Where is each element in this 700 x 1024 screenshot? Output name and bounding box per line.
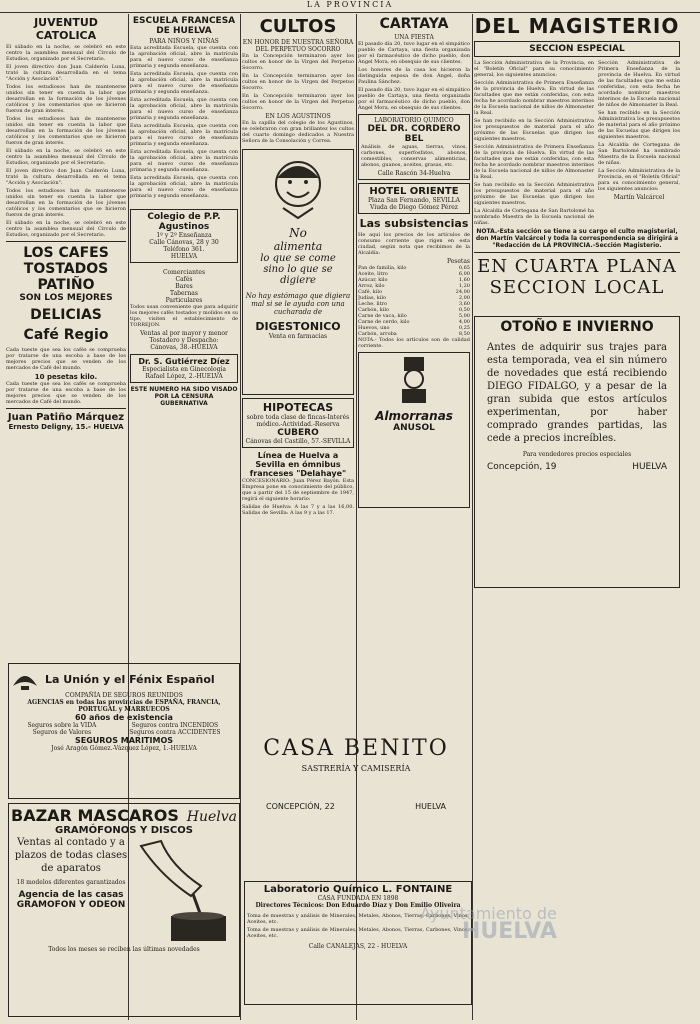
article-paragraph: Todos los estudiosos han de mantenerse unidos sin tener en cuenta la labor que desarrollan en la formación de los jóvenes católicos y los comentarios que se hicieron fueron de gran interés. bbox=[6, 84, 126, 114]
union-left: Seguros sobre la VIDA Seguros de Valores bbox=[27, 722, 97, 736]
ad-line: No bbox=[289, 226, 307, 240]
price-item-value: 1,20 bbox=[458, 283, 470, 289]
laboratorio-address: Calle Rascón 34-Huelva bbox=[377, 170, 451, 177]
almorranas-ad bbox=[358, 352, 470, 508]
patino-price: 10 pesetas kilo. bbox=[34, 373, 98, 381]
patino-text: Cada tueste que sea los cafés se comprueba por tratarse de una escoba a base de los mejores precios que se venden de los mercados de Café del mundo. bbox=[6, 347, 126, 371]
otono-footer: Para vendedores precios especiales bbox=[522, 451, 632, 458]
escuela-title: ESCUELA FRANCESA DE HUELVA bbox=[132, 16, 236, 36]
price-item-name: Arroz, kilo bbox=[358, 283, 385, 289]
doctor-specialty: Especialista en Ginecología bbox=[142, 366, 226, 373]
hotel-ad bbox=[358, 183, 470, 214]
magisterio-columns bbox=[474, 60, 680, 228]
price-item-name: Leche, litro bbox=[358, 301, 388, 307]
article-paragraph: El joven directivo don Juan Calderón Luna, trató la cultura desarrollada en el tema "Acción y Asociación". bbox=[6, 64, 126, 82]
otono-address: Concepción, 19 bbox=[487, 462, 557, 472]
hotel-address: Plaza San Fernando, SEVILLA bbox=[368, 197, 460, 204]
cubero-name: CUBERO bbox=[277, 428, 319, 438]
juan-patino: Juan Patiño Márquez bbox=[7, 412, 125, 423]
column-1 bbox=[6, 14, 126, 654]
divider bbox=[6, 241, 126, 242]
article-paragraph: El sábado en la noche, se celebró en este centro la asamblea mensual del Círculo de Estudios, organizado por el Secretario. bbox=[6, 220, 126, 238]
bazar-modelos: 18 modelos diferentes garantizados bbox=[16, 879, 126, 886]
fontaine-title: Laboratorio Químico L. FONTAINE bbox=[263, 884, 453, 895]
digestonico-footer: Venta en farmacias bbox=[268, 333, 328, 340]
article-paragraph: La Alcaldía de Cortegana de San Bartolomé ha nombrado Maestra de la Escuela nacional de niñas. bbox=[598, 142, 680, 166]
casa-title: CASA BENITO bbox=[263, 736, 449, 761]
fontaine-text: Toma de muestras y análisis de Minerales, Metales, Abonos, Tierras, Carbones, Vinos, Aceites, etc. bbox=[247, 913, 469, 925]
hotel-title: HOTEL ORIENTE bbox=[369, 186, 459, 197]
subsistencias-title: Las subsistencias bbox=[359, 217, 469, 230]
union-title: La Unión y el Fénix Español bbox=[45, 672, 215, 686]
article-paragraph: Se han recibido en la Sección Administrativa los presupuestos de material para el año próximo de las Escuelas que dirigen los siguientes maestros. bbox=[474, 182, 594, 206]
divider bbox=[474, 252, 680, 253]
otono-title: OTOÑO E INVIERNO bbox=[500, 319, 654, 335]
article-paragraph: El pasado día 20, tuvo lugar en el simpático pueblo de Cartaya, una fiesta organizada por el farmacéutico de dicho pueblo, don Ángel Mora, en obsequio de sus clientes. bbox=[358, 41, 470, 65]
union-subtitle: COMPAÑÍA DE SEGUROS REUNIDOS bbox=[65, 692, 183, 699]
union-years: 60 años de existencia bbox=[75, 713, 173, 722]
almorranas-title: Almorranas bbox=[375, 409, 453, 423]
cartaya-subtitle: UNA FIESTA bbox=[394, 34, 434, 41]
union-fenix-ad bbox=[8, 663, 240, 799]
hipotecas-subtitle: sobre toda clase de fincas-Interés módico.-Actividad.-Reserva bbox=[246, 414, 350, 428]
delicias-label: DELICIAS bbox=[30, 307, 102, 323]
price-item-name: Aceite, litro bbox=[358, 271, 388, 277]
prices-table bbox=[358, 265, 470, 337]
linea-title: Línea de Huelva a Sevilla en ómnibus franceses "Delahaye" bbox=[249, 451, 347, 478]
bazar-footer: Todos los meses se reciben las últimas novedades bbox=[48, 946, 200, 953]
watermark-line: HUELVA bbox=[462, 919, 557, 944]
article-paragraph: Esta acreditada Escuela, que cuenta con la aprobación oficial, abre la matrícula para el nuevo curso de enseñanza primaria y segunda enseñanza. bbox=[130, 97, 238, 121]
article-paragraph: En la Concepción terminaron ayer los cultos en honor de la Virgen del Perpetuo Socorro. bbox=[242, 53, 354, 71]
bazar-ventas: Ventas al contado y a plazos de todas clases de aparatos bbox=[14, 837, 128, 874]
article-paragraph: Esta acreditada Escuela, que cuenta con la aprobación oficial, abre la matrícula para el nuevo curso de enseñanza primaria y segunda enseñanza. bbox=[130, 45, 238, 69]
article-paragraph: El sábado en la noche, se celebró en este centro la asamblea mensual del Círculo de Estudios, organizado por el Secretario. bbox=[6, 44, 126, 62]
otono-ad bbox=[474, 316, 680, 588]
cartaya-title: CARTAYA bbox=[379, 16, 449, 32]
price-item-value: 4,00 bbox=[458, 319, 470, 325]
magisterio-note: NOTA.-Esta sección se tiene a su cargo el culto magisterial, don Martín Valcárcel y toda la correspondencia se dirigirá a "Redacción de LA PROVINCIA.-Sección Magisterio. bbox=[475, 228, 679, 249]
column-4 bbox=[358, 14, 470, 704]
subsistencias-note: NOTA.- Todos los artículos son de calidad corriente. bbox=[358, 337, 470, 349]
phoenix-icon bbox=[11, 666, 39, 692]
archive-watermark bbox=[420, 904, 557, 944]
comerciantes-list: Comerciantes Cafés Bares Tabernas Particulares bbox=[162, 269, 206, 304]
price-item-name: Café, kilo bbox=[358, 289, 383, 295]
laboratorio-doctor: DEL DR. CORDERO BEL bbox=[367, 124, 461, 144]
fontaine-text: Toma de muestras y análisis de Minerales, Metales, Abonos, Tierras, Carbones, Vinos, Aceites, etc. bbox=[247, 927, 469, 939]
column-rule bbox=[472, 14, 473, 1020]
cubero-address: Cánovas del Castillo, 57.-SEVILLA bbox=[245, 438, 351, 445]
doctor-address: Rafael López, 2.-HUELVA bbox=[145, 373, 223, 380]
bazar-city: Huelva bbox=[186, 809, 237, 825]
magisterio-title: DEL MAGISTERIO bbox=[474, 14, 680, 38]
price-item-value: 0,50 bbox=[458, 307, 470, 313]
article-paragraph: Esta acreditada Escuela, que cuenta con la aprobación oficial, abre la matrícula para el nuevo curso de enseñanza primaria y segunda enseñanza. bbox=[130, 123, 238, 147]
otono-text: Antes de adquirir sus trajes para esta temporada, vea el sin número de novedades que está recibiendo DIEGO FIDALGO, y a pesar de la gran subida que estos artículos experimentan, por haber comprado grandes partidas, las cede a precios increíbles. bbox=[487, 342, 667, 444]
cafes-title: LOS CAFES TOSTADOS PATIÑO bbox=[23, 245, 109, 293]
otono-address-row bbox=[477, 458, 677, 476]
linea-salidas: Salidas de Huelva: A las 7 y a las 16,00. Salidas de Sevilla: A las 9 y a las 17. bbox=[242, 504, 354, 516]
bazar-agencia: Agencia de las casas GRAMOFON Y ODEON bbox=[16, 890, 126, 910]
bazar-title: BAZAR MASCAROS bbox=[11, 806, 179, 825]
ad-line: lo que se come bbox=[260, 253, 336, 264]
article-paragraph: El sábado en la noche, se celebró en este centro la asamblea mensual del Círculo de Estudios, organizado por el Secretario. bbox=[6, 148, 126, 166]
article-paragraph: La Sección Administrativa de la Provincia, en el "Boletín Oficial" para su conocimiento general, los siguientes anuncios: bbox=[598, 168, 680, 192]
casa-benito-ad bbox=[242, 712, 470, 862]
ad-line: digiere bbox=[280, 275, 316, 286]
subsistencias-intro: He aquí los precios de los artículos de consumo corriente que rigen en esta ciudad, según nota que recibimos de la Alcaldía: bbox=[358, 232, 470, 256]
price-item-value: 0,25 bbox=[458, 325, 470, 331]
column-2 bbox=[130, 14, 238, 644]
price-item-name: Carne de vaca, kilo bbox=[358, 313, 407, 319]
digestonico-ad bbox=[242, 149, 354, 395]
price-item-name: Carbón, arroba bbox=[358, 331, 397, 337]
colegio-address: Calle Cánovas, 28 y 30 bbox=[149, 239, 219, 246]
ventas-label: Ventas al por mayor y menor bbox=[140, 330, 228, 337]
casa-subtitle: SASTRERÍA Y CAMISERÍA bbox=[301, 764, 411, 773]
price-item-value: 2,00 bbox=[458, 295, 470, 301]
article-paragraph: La Alcaldía de Cortegana de San Bartolomé ha nombrado Maestra de la Escuela nacional de niñas. bbox=[474, 208, 594, 226]
colegio-telephone: Teléfono 361. bbox=[163, 246, 205, 253]
otono-city: HUELVA bbox=[632, 462, 667, 472]
ad-line: sino lo que se bbox=[263, 264, 333, 275]
linea-text: CONCESIONARIO: Juan Pérez Bayón. Esta Empresa pone en conocimiento del público, que a partir del 15 de septiembre de 1947, regirá el siguiente horario: bbox=[242, 478, 354, 502]
newspaper-header: LA PROVINCIA bbox=[0, 0, 700, 13]
article-paragraph: Se han recibido en la Sección Administrativa los presupuestos de material para el año próximo de las Escuelas que dirigen los siguientes maestros. bbox=[474, 118, 594, 142]
union-right: Seguros contra INCENDIOS Seguros contra ACCIDENTES bbox=[129, 722, 221, 736]
casa-address-row bbox=[242, 772, 470, 811]
price-item-value: 0,65 bbox=[458, 265, 470, 271]
article-paragraph: Todos los estudiosos han de mantenerse unidos sin tener en cuenta la labor que desarrollan en la formación de los jóvenes católicos y los comentarios que se hicieron fueron de gran interés. bbox=[6, 116, 126, 146]
column-rule bbox=[240, 14, 241, 1020]
price-item-value: 3,60 bbox=[458, 301, 470, 307]
anusol-brand: ANUSOL bbox=[393, 423, 435, 433]
smiling-man-icon bbox=[263, 152, 333, 222]
bazar-header bbox=[11, 806, 237, 825]
watermark-line: Ayuntamiento de bbox=[420, 904, 557, 923]
price-item-value: 5,00 bbox=[458, 313, 470, 319]
doctor-name: Dr. S. Gutiérrez Díez bbox=[138, 357, 230, 366]
hipotecas-title: HIPOTECAS bbox=[262, 401, 334, 414]
price-item-name: Pan de familia, kilo bbox=[358, 265, 407, 271]
patino-text: Cada tueste que sea los cafés se comprueba por tratarse de una escoba a base de los mejores precios que se venden de los mercados de Café del mundo. bbox=[6, 381, 126, 405]
hotel-owner: Viuda de Diego Gómez Pérez bbox=[370, 204, 458, 211]
fontaine-address: Calle CANALEJAS, 22 - HUELVA bbox=[308, 943, 408, 950]
column-5 bbox=[474, 14, 680, 1020]
colegio-subtitle: 1º y 2º Enseñanza bbox=[156, 232, 212, 239]
juan-patino-address: Ernesto Deligny, 15.- HUELVA bbox=[8, 423, 124, 431]
magisterio-left bbox=[474, 60, 594, 228]
price-item-name: Huevos, uno bbox=[358, 325, 390, 331]
colegio-title: Colegio de P.P. Agustinos bbox=[147, 212, 221, 232]
union-insurance bbox=[11, 722, 237, 736]
fontaine-ad bbox=[244, 881, 472, 1005]
seccion-especial-label: SECCION ESPECIAL bbox=[474, 41, 680, 57]
bazar-text bbox=[11, 836, 131, 946]
ad-line: No hay estómago que digiera mal si se le ayuda con una cucharada de bbox=[245, 292, 351, 316]
article-paragraph: En la Concepción terminaron ayer los cultos en honor de la Virgen del Perpetuo Socorro. bbox=[242, 93, 354, 111]
article-paragraph: Esta acreditada Escuela, que cuenta con la aprobación oficial, abre la matrícula para el nuevo curso de enseñanza primaria y segunda enseñanza. bbox=[130, 71, 238, 95]
laboratorio-text: Análisis de aguas, tierras, vinos, carbones, superfosfatos, abonos, comestibles, conservas alimenticias, abonos, guanos, aceites, grasas, etc. bbox=[361, 144, 467, 168]
bazar-body bbox=[11, 836, 237, 946]
bazar-subtitle: GRAMÓFONOS Y DISCOS bbox=[55, 825, 193, 836]
ad-line: alimenta bbox=[273, 240, 323, 253]
cuarta-plana: EN CUARTA PLANA bbox=[477, 256, 677, 277]
article-paragraph: Se han recibido en la Sección Administrativa los presupuestos de material para el año próximo de las Escuelas que dirigen los siguientes maestros. bbox=[598, 110, 680, 140]
article-paragraph: Todos los estudiosos han de mantenerse unidos sin tener en cuenta la labor que desarrollan en la formación de los jóvenes católicos y los comentarios que se hicieron fueron de gran interés. bbox=[6, 188, 126, 218]
article-paragraph: Sección Administrativa de Primera Enseñanza de la provincia de Huelva. En virtud de las facultades que me están conferidas, con esta fecha he acordado nombrar maestros interinos de la Escuela nacional de niños de Almonaster la Real. bbox=[474, 144, 594, 180]
comerciantes-text: Todos usan conveniente que para adquirir los mejores cafés tostados y molidos en su tipo, visiten el establecimiento de TORREJON. bbox=[130, 304, 238, 328]
article-paragraph: En la Concepción terminaron ayer los cultos en honor de la Virgen del Perpetuo Socorro. bbox=[242, 73, 354, 91]
article-paragraph: En la capilla del colegio de los Agustinos, se celebraron con gran brillantez los cultos del cuarto domingo dedicados a Nuestra Señora de la Consolación y Correa. bbox=[242, 120, 354, 144]
article-paragraph: Esta acreditada Escuela, que cuenta con la aprobación oficial, abre la matrícula para el nuevo curso de enseñanza primaria y segunda enseñanza. bbox=[130, 175, 238, 199]
agustinos-title: EN LOS AGUSTINOS bbox=[265, 113, 331, 120]
price-item-name: Azúcar, kilo bbox=[358, 277, 388, 283]
price-item-name: Carne de cerdo, kilo bbox=[358, 319, 410, 325]
price-item-value: 8,50 bbox=[458, 331, 470, 337]
gramophone-icon bbox=[131, 836, 231, 946]
price-item-value: 1,60 bbox=[458, 277, 470, 283]
article-paragraph: Sección Administrativa de Primera Enseñanza de la provincia de Huelva. En virtud de las facultades que me están conferidas, con esta fecha he acordado nombrar maestros interinos de la Escuela nacional de niños de Almonaster la Real. bbox=[474, 80, 594, 116]
cultos-title: CULTOS bbox=[259, 16, 337, 37]
column-rule bbox=[356, 14, 357, 1020]
hipotecas-ad bbox=[242, 398, 354, 448]
union-agent: José Aragón Gómez.-Vázquez López, 1.-HUELVA bbox=[51, 745, 197, 752]
article-paragraph: La Sección Administrativa de la Provincia, en el "Boletín Oficial" para su conocimiento general, los siguientes anuncios: bbox=[474, 60, 594, 78]
cafes-subtitle: SON LOS MEJORES bbox=[19, 293, 113, 303]
magisterio-right bbox=[598, 60, 680, 228]
casa-city: HUELVA bbox=[415, 802, 446, 811]
juventud-title: JUVENTUD CATOLICA bbox=[34, 16, 98, 42]
laboratorio-ad bbox=[358, 114, 470, 180]
subsistencias-header: Pesetas bbox=[446, 258, 470, 265]
union-header bbox=[11, 666, 237, 692]
article-paragraph: Los honores de la casa los hicieron la distinguida esposa de don Ángel, doña Paulina Sánchez. bbox=[358, 67, 470, 85]
column-3 bbox=[242, 14, 354, 704]
colegio-ad bbox=[130, 209, 238, 263]
article-paragraph: El pasado día 20, tuvo lugar en el simpático pueblo de Cartaya, una fiesta organizada por el farmacéutico de dicho pueblo, don Ángel Mora, en obsequio de sus clientes. bbox=[358, 87, 470, 111]
union-agencies: AGENCIAS en todas las provincias de ESPAÑA, FRANCIA, PORTUGAL y MARRUECOS bbox=[27, 699, 221, 713]
magisterio-signature: Martín Valcárcel bbox=[613, 194, 665, 201]
price-item-value: 6,00 bbox=[458, 271, 470, 277]
bazar-ad bbox=[8, 803, 240, 1017]
escuela-subtitle: PARA NIÑOS Y NIÑAS bbox=[149, 38, 219, 45]
seccion-local: SECCION LOCAL bbox=[489, 277, 665, 298]
divider bbox=[6, 408, 126, 409]
price-item-name: Judías, kilo bbox=[358, 295, 386, 301]
article-paragraph: Sección Administrativa de Primera Enseñanza de la provincia de Huelva. En virtud de las facultades que me están conferidas, con esta fecha he acordado nombrar maestros interinos de la Escuela nacional de niños de Almonaster la Real. bbox=[598, 60, 680, 108]
casa-address: CONCEPCIÓN, 22 bbox=[266, 802, 335, 811]
article-paragraph: El joven directivo don Juan Calderón Luna, trató la cultura desarrollada en el tema "Acción y Asociación". bbox=[6, 168, 126, 186]
colegio-city: HUELVA bbox=[170, 253, 198, 260]
cafe-regio-label: Café Regio bbox=[23, 327, 109, 343]
price-item-value: 24,00 bbox=[455, 289, 470, 295]
union-maritime: SEGUROS MARITIMOS bbox=[74, 736, 174, 745]
laboratorio-title: LABORATORIO QUIMICO bbox=[374, 117, 454, 124]
doctor-ad bbox=[130, 354, 238, 383]
price-item-name: Carbón, kilo bbox=[358, 307, 390, 313]
pharmacist-icon bbox=[394, 355, 434, 405]
fontaine-directors: Directores Técnicos: Don Eduardo Díaz y Don Emilio Oliveira bbox=[255, 902, 461, 909]
digestonico-brand: DIGESTONICO bbox=[255, 320, 341, 333]
cultos-subtitle: EN HONOR DE NUESTRA SEÑORA DEL PERPETUO SOCORRO bbox=[242, 39, 354, 53]
censura-notice: ESTE NUMERO HA SIDO VISADO POR LA CENSURA GUBERNATIVA bbox=[130, 386, 238, 407]
article-paragraph: Esta acreditada Escuela, que cuenta con la aprobación oficial, abre la matrícula para el nuevo curso de enseñanza primaria y segunda enseñanza. bbox=[130, 149, 238, 173]
fontaine-subtitle: CASA FUNDADA EN 1898 bbox=[317, 895, 399, 902]
tostadero-address: Cánovas, 38.-HUELVA bbox=[150, 344, 218, 351]
tostadero-label: Tostadero y Despacho: bbox=[149, 337, 219, 344]
